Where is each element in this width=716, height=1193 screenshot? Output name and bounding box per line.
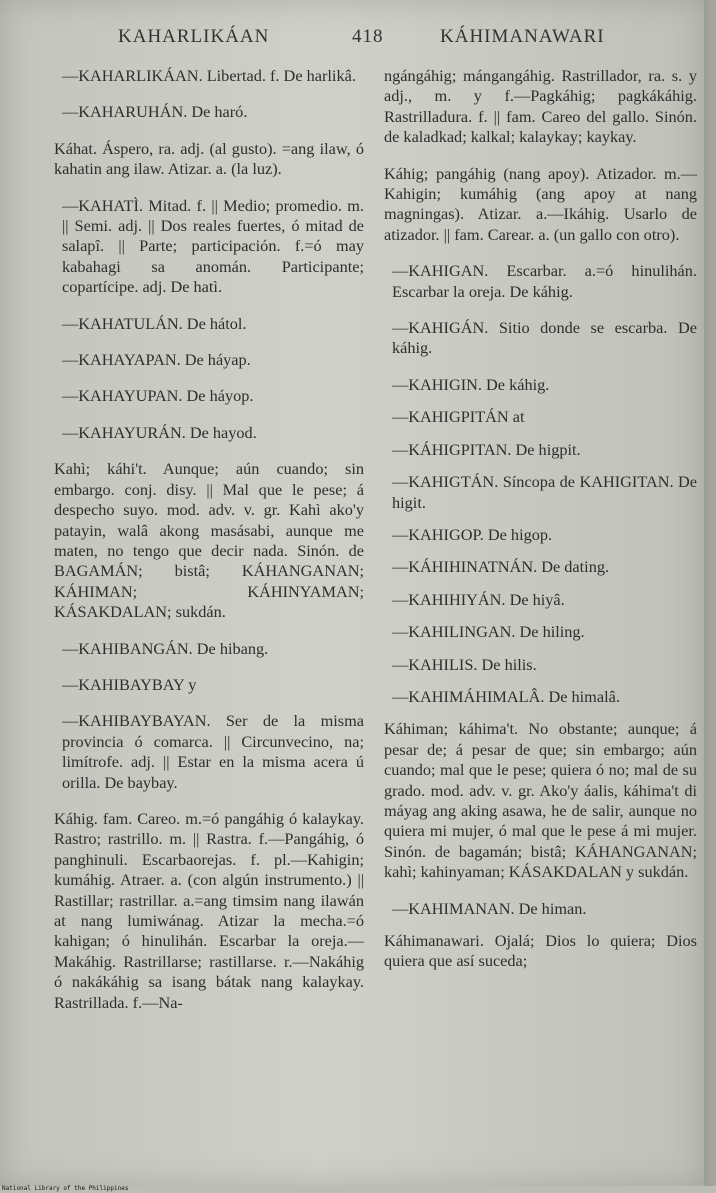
entry: —KAHIGIN. De káhig.: [392, 374, 550, 394]
entry: —KAHIGAN. Escarbar. a.=ó hinulihán. Escarbar la oreja. De káhig.: [392, 261, 697, 301]
page-edge: [704, 0, 716, 1186]
header-left: KAHARLIKÁAN: [118, 26, 270, 47]
entry: Káhiman; káhima't. No obstante; aunque; á pesar de; á pesar de que; sin embargo; aún cuando; mal que le pese; quiera ó no; mal de su grado. mod. adv. v. gr. Ako'y áalis, káhima't di máyag ang aking asawa, he de salir, aunque no quiera mi mujer, ó mal que le pese á mi mujer. Sinón. de bagamán; bistâ; KÁHANGANAN; kahì; kahinyaman; KÁSAKDALAN y sukdán.: [384, 719, 697, 882]
entry: —KAHARUHÁN. De haró.: [62, 102, 248, 122]
entry: —KAHILIS. De hilis.: [392, 654, 537, 674]
entry: —KAHIGOP. De higop.: [392, 524, 553, 544]
entry: —KAHARLIKÁAN. Libertad. f. De harlikâ.: [62, 66, 356, 85]
entry: —KAHATÌ. Mitad. f. || Medio; promedio. m. || Semi. adj. || Dos reales fuertes, ó mitad de salapî. || Parte; participación. f.=ó may kabahagi sa anomán. Participante; copartícipe. adj. De hatì.: [62, 195, 364, 297]
entry: —KAHIBAYBAYAN. Ser de la misma provincia ó comarca. || Circunvecino, na; limítrofe. adj. || Estar en la misma acera ú orilla. De baybay.: [62, 711, 364, 792]
entry: —KAHIMÁHIMALÂ. De himalâ.: [392, 686, 620, 706]
right-column: [384, 66, 697, 988]
running-header: [0, 26, 704, 56]
entry: —KAHIHIYÁN. De hiyâ.: [392, 589, 565, 609]
header-right: KÁHIMANAWARI: [440, 26, 605, 47]
entry: Kahì; káhi't. Aunque; aún cuando; sin embargo. conj. disy. || Mal que le pese; á despecho suyo. mod. adv. v. gr. Kahì ako'y patayin, walâ akong masásabi, aunque me maten, no tengo que decir nada. Sinón. de BAGAMÁN; bistâ; KÁHANGANAN; KÁHIMAN; KÁHINYAMAN; KÁSAKDALAN; sukdán.: [54, 459, 364, 622]
entry: —KAHIMANAN. De himan.: [392, 898, 587, 918]
entry: —KAHIBANGÁN. De hibang.: [62, 638, 269, 658]
entry: Káhimanawari. Ojalá; Dios lo quiera; Dios quiera que así suceda;: [384, 931, 697, 971]
entry: Káhig; pangáhig (nang apoy). Atizador. m.—Kahigin; kumáhig (ang apoy at nang magningas). Atizar. a.—Ikáhig. Usarlo de atizador. || fam. Carear. a. (un gallo con otro).: [384, 163, 697, 244]
entry: —KAHIGTÁN. Síncopa de KAHIGITAN. De higit.: [392, 472, 697, 512]
entry: —KAHAYAPAN. De háyap.: [62, 350, 251, 370]
page-number: 418: [352, 26, 384, 47]
entry: —KAHIBAYBAY y: [62, 674, 197, 694]
entry: —KAHATULÁN. De hátol.: [62, 313, 247, 333]
entry: —KAHAYUPAN. De háyop.: [62, 386, 254, 406]
library-credit: National Library of the Philippines: [2, 1185, 129, 1192]
entry: —KAHAYURÁN. De hayod.: [62, 422, 257, 442]
entry: Káhig. fam. Careo. m.=ó pangáhig ó kalaykay. Rastro; rastrillo. m. || Rastra. f.—Pangáhig, ó panghinuli. Escarbaorejas. f. pl.—Kahigin; kumáhig. Atraer. a. (con algún instrumento.) || Rastillar; rastrillar. a.=ang timsim nang ilawán at nang lumiwánag. Atizar la mecha.=ó kahigan; ó hinulihán. Escarbar la oreja.—Makáhig. Rastrillarse; rastillarse. r.—Nakáhig ó nakákáhig sa isang bátak nang kalaykay. Rastrillada. f.—Na-: [54, 808, 364, 1012]
entry: ngángáhig; mángangáhig. Rastrillador, ra. s. y adj., m. y f.—Pagkáhig; pagkákáhig. Rastrilladura. f. || fam. Careo del gallo. Sinón. de kaladkad; kalkal; kalaykay; kaykay.: [384, 66, 697, 147]
entry: —KÁHIGPITAN. De higpit.: [392, 439, 581, 459]
entry: —KÁHIHINATNÁN. De dating.: [392, 557, 610, 577]
entry: —KAHIGÁN. Sitio donde se escarba. De káhig.: [392, 318, 697, 358]
entry: Káhat. Áspero, ra. adj. (al gusto). =ang ilaw, ó kahatin ang ilaw. Atizar. a. (la luz).: [54, 138, 364, 179]
entry: —KAHILINGAN. De hiling.: [392, 622, 585, 642]
left-column: [54, 66, 364, 1029]
entry: —KAHIGPITÁN at: [392, 407, 525, 427]
